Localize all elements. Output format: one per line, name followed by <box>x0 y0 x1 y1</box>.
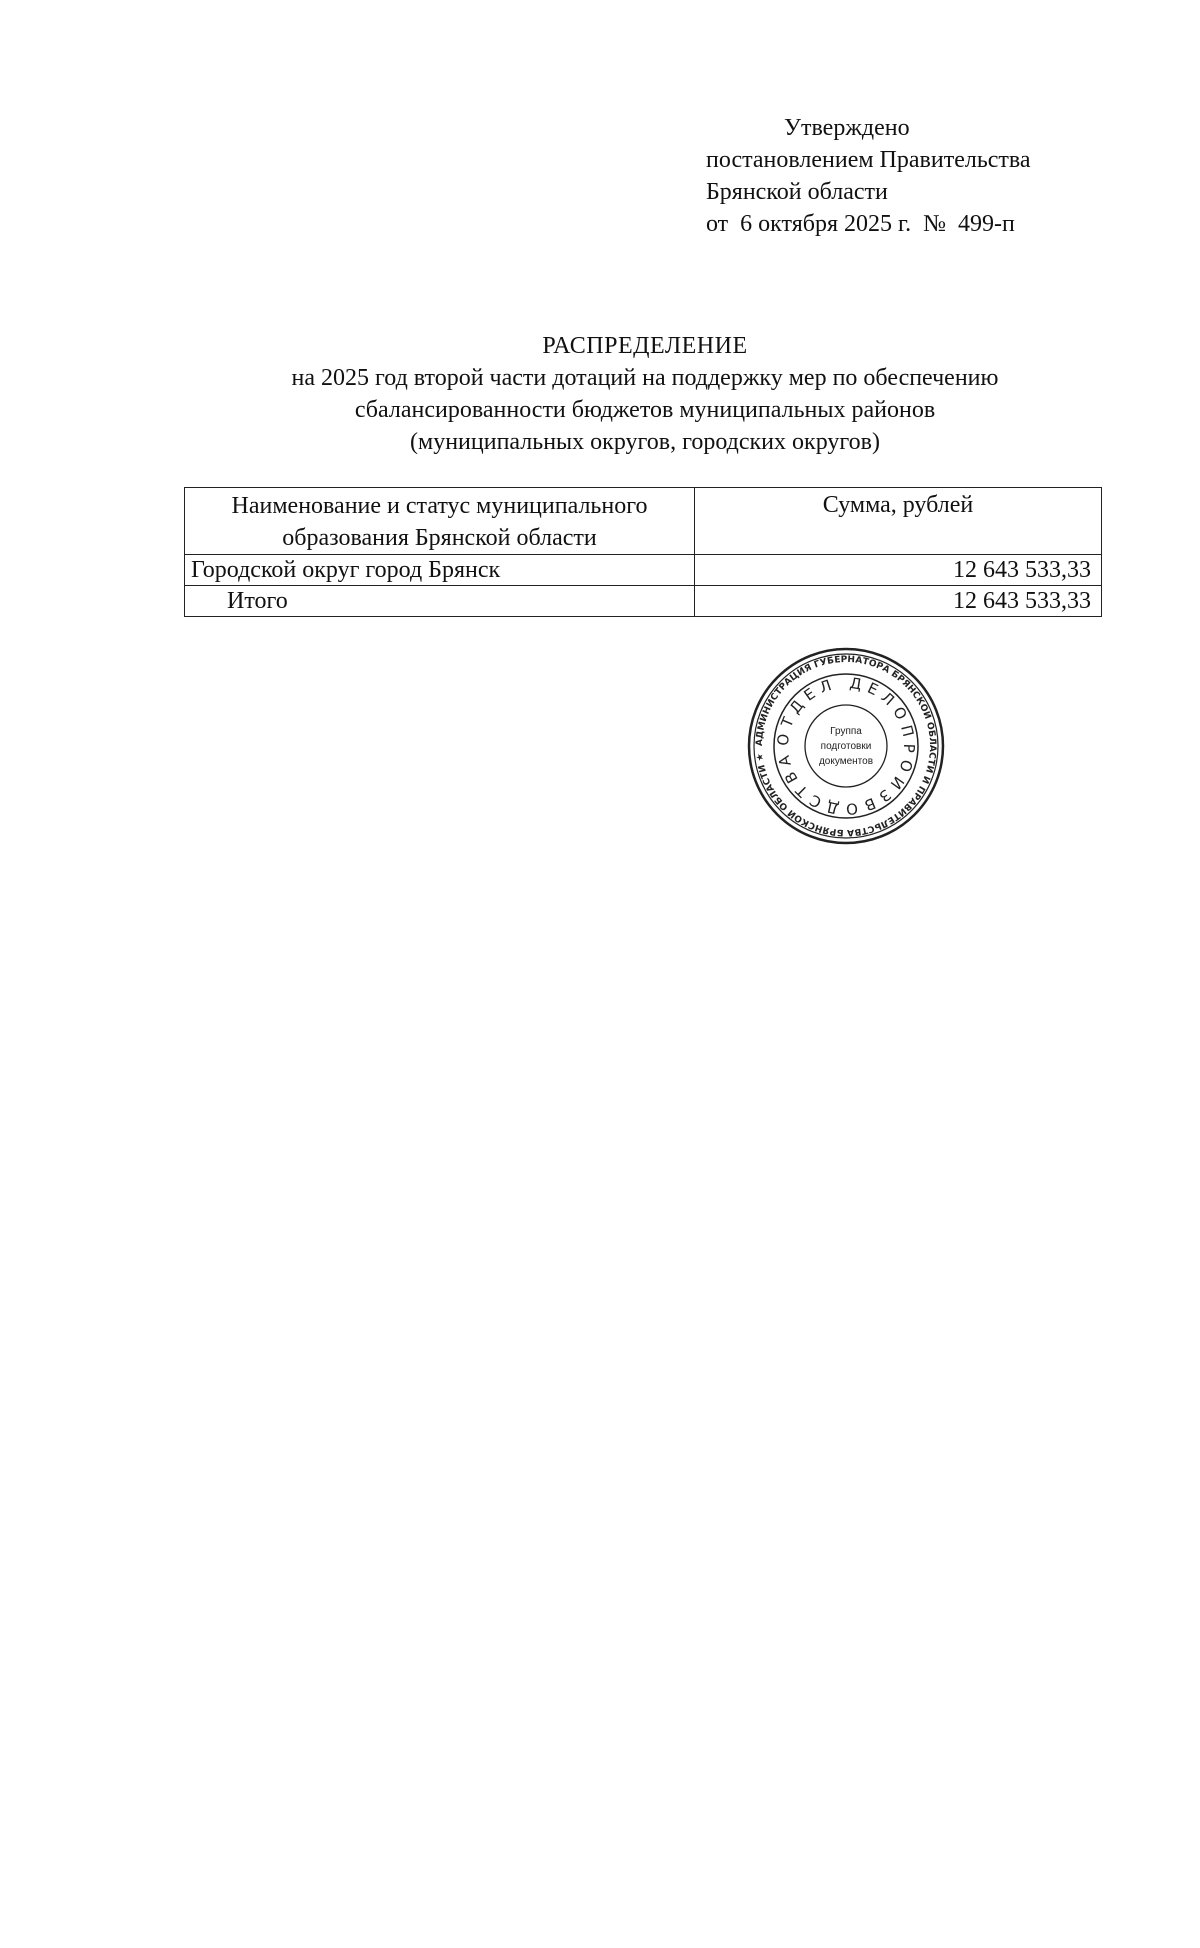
stamp-center-line-2: подготовки <box>820 741 872 752</box>
header-name-line-2: образования Брянской области <box>282 525 597 551</box>
document-title <box>0 330 1200 458</box>
title-line-2: сбалансированности бюджетов муниципальных районов <box>354 397 936 423</box>
stamp-center-line-3: документов <box>818 756 874 767</box>
official-stamp <box>746 646 946 846</box>
approval-block <box>706 112 1031 240</box>
table-header-row <box>185 488 1102 555</box>
approval-line-3: Брянской области <box>706 179 888 205</box>
approval-line-4: от 6 октября 2025 г. № 499-п <box>706 211 1015 237</box>
stamp-inner-text: ОТДЕЛ ДЕЛОПРОИЗВОДСТВА <box>773 673 919 819</box>
row-name: Городской округ город Брянск <box>185 555 695 586</box>
total-sum: 12 643 533,33 <box>695 586 1102 617</box>
header-name <box>185 488 695 555</box>
table-total-row <box>185 586 1102 617</box>
stamp-outer-text: АДМИНИСТРАЦИЯ ГУБЕРНАТОРА БРЯНСКОЙ ОБЛАСТИ И ПРАВИТЕЛЬСТВА БРЯНСКОЙ ОБЛАСТИ ★ <box>754 654 938 838</box>
total-label: Итого <box>185 586 695 617</box>
distribution-table <box>184 487 1102 617</box>
title-line-1: на 2025 год второй части дотаций на поддержку мер по обеспечению <box>291 365 999 391</box>
title-heading: РАСПРЕДЕЛЕНИЕ <box>542 333 748 359</box>
header-name-line-1: Наименование и статус муниципального <box>231 493 648 519</box>
title-line-3: (муниципальных округов, городских округов) <box>410 429 880 455</box>
header-sum: Сумма, рублей <box>695 488 1102 555</box>
row-sum: 12 643 533,33 <box>695 555 1102 586</box>
approval-line-2: постановлением Правительства <box>706 147 1031 173</box>
approval-line-1: Утверждено <box>784 115 910 141</box>
stamp-graphic <box>746 646 946 846</box>
stamp-center-line-1: Группа <box>830 726 862 737</box>
table-row <box>185 555 1102 586</box>
